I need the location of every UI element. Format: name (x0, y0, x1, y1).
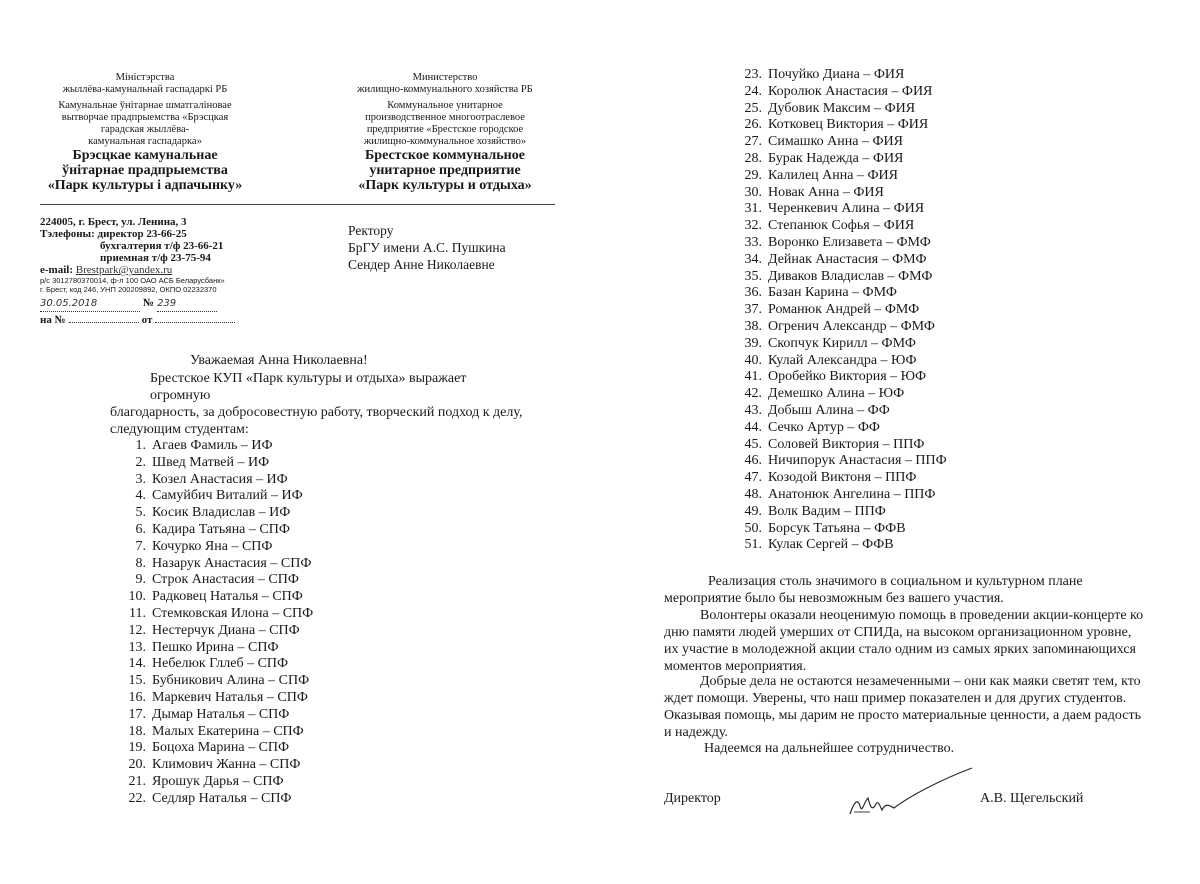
student-name: Диваков Владислав – ФМФ (768, 268, 933, 284)
student-number: 16. (128, 689, 146, 705)
student-number: 38. (744, 318, 762, 334)
student-number: 41. (744, 369, 762, 385)
student-number: 39. (744, 335, 762, 351)
student-row (118, 522, 313, 539)
ministry-be-2: жыллёва-камунальнай гаспадаркі РБ (62, 84, 228, 95)
student-row (742, 151, 947, 168)
student-row (118, 774, 313, 791)
student-name: Небелюк Гллеб – СПФ (152, 656, 289, 672)
student-row (118, 472, 313, 489)
student-row (118, 539, 313, 556)
student-name: Кадира Татьяна – СПФ (152, 521, 290, 537)
student-name: Ярошук Дарья – СПФ (152, 773, 284, 789)
name-be-1: Брэсцкае камунальнае (72, 148, 218, 163)
student-number: 35. (744, 268, 762, 284)
student-row (742, 319, 947, 336)
student-number: 48. (744, 486, 762, 502)
student-name: Дымар Наталья – СПФ (152, 706, 290, 722)
name-be-3: «Парк культуры і адпачынку» (47, 178, 243, 193)
student-number: 2. (135, 454, 146, 470)
student-row (118, 757, 313, 774)
student-number: 49. (744, 503, 762, 519)
student-number: 19. (128, 740, 146, 756)
student-number: 30. (744, 184, 762, 200)
student-name: Симашко Анна – ФИЯ (768, 134, 903, 150)
closing-paragraph-3: Добрые дела не остаются незамеченными – они как маяки светят тем, кто ждет помощи. Уверены, что наш пример показателен и для других студентов. Оказывая помощь, мы дарим не просто материальные ценности, а даем радость и надежду. (664, 674, 1141, 740)
student-number: 14. (128, 656, 146, 672)
student-name: Кулай Александра – ЮФ (768, 352, 917, 368)
student-row (742, 252, 947, 269)
name-ru-3: «Парк культуры и отдыха» (358, 178, 532, 193)
bank-details-2: г. Брест, код 246, УНП 200209892, ОКПО 02232370 (40, 285, 217, 294)
address-line: 224005, г. Брест, ул. Ленина, 3 (40, 216, 187, 228)
student-row (742, 269, 947, 286)
student-list-left (118, 438, 313, 808)
student-name: Огренич Александр – ФМФ (768, 318, 935, 334)
student-number: 28. (744, 150, 762, 166)
student-name: Климович Жанна – СПФ (152, 757, 301, 773)
closing-paragraph-1: Реализация столь значимого в социальном и культурном плане мероприятие было бы невозможным без вашего участия. (664, 574, 1083, 606)
student-row (118, 505, 313, 522)
student-number: 34. (744, 251, 762, 267)
student-row (118, 640, 313, 657)
number-label: № (143, 297, 155, 309)
org-ru-4: жилищно-коммунальное хозяйство» (363, 136, 527, 147)
student-number: 36. (744, 285, 762, 301)
letterhead-belarusian (20, 72, 270, 193)
student-name: Демешко Алина – ЮФ (768, 386, 905, 402)
closing-paragraph-4: Надеемся на дальнейшее сотрудничество. (704, 741, 955, 756)
student-name: Маркевич Наталья – СПФ (152, 689, 308, 705)
student-number: 22. (128, 790, 146, 806)
student-number: 23. (744, 67, 762, 82)
student-number: 8. (135, 555, 146, 571)
student-row (742, 403, 947, 420)
student-name: Стемковская Илона – СПФ (152, 605, 314, 621)
closing-paragraph-2: Волонтеры оказали неоценимую помощь в проведении акции-концерте ко дню памяти людей умерших от СПИДа, на высоком организационном уровне, их участие в молодежной акции стало одним из самых ярких запоминающихся моментов мероприятия. (664, 608, 1144, 674)
bank-details-1: р/с 3012780370014, ф-л 100 ОАО АСБ Беларусбанк» (40, 276, 225, 285)
student-row (742, 521, 947, 538)
student-name: Косик Владислав – ИФ (152, 505, 291, 521)
student-name: Почуйко Диана – ФИЯ (768, 67, 905, 82)
student-row (742, 185, 947, 202)
student-number: 29. (744, 167, 762, 183)
email-label: e-mail: (40, 264, 73, 276)
org-ru-1: Коммунальное унитарное (387, 100, 503, 111)
student-row (118, 724, 313, 741)
student-row (118, 589, 313, 606)
student-name: Волк Вадим – ППФ (768, 503, 886, 519)
student-number: 21. (128, 773, 146, 789)
student-number: 43. (744, 402, 762, 418)
student-name: Боцоха Марина – СПФ (152, 740, 290, 756)
student-row (742, 84, 947, 101)
student-number: 27. (744, 134, 762, 150)
org-be-1: Камунальнае ўнітарнае шматгаліновае (58, 100, 232, 111)
student-number: 37. (744, 302, 762, 318)
student-name: Борсук Татьяна – ФФВ (768, 520, 906, 536)
student-row (118, 438, 313, 455)
student-name: Ничипорук Анастасия – ППФ (768, 453, 947, 469)
student-row (742, 285, 947, 302)
student-name: Кулак Сергей – ФФВ (768, 537, 894, 553)
student-name: Самуйбич Виталий – ИФ (152, 488, 303, 504)
student-row (118, 623, 313, 640)
student-number: 7. (135, 538, 146, 554)
student-number: 26. (744, 117, 762, 133)
student-row (118, 791, 313, 808)
student-name: Романюк Андрей – ФМФ (768, 302, 920, 318)
recipient-line-2: БрГУ имени А.С. Пушкина (348, 240, 506, 255)
student-name: Сечко Артур – ФФ (768, 419, 880, 435)
student-number: 51. (744, 537, 762, 553)
student-row (118, 606, 313, 623)
outgoing-date: 30.05.2018 (40, 297, 140, 312)
student-number: 1. (135, 438, 146, 453)
name-ru-2: унитарное предприятие (369, 163, 521, 178)
student-row (742, 369, 947, 386)
signatory-name: А.В. Щегельский (980, 791, 1084, 806)
student-name: Козел Анастасия – ИФ (152, 471, 288, 487)
student-name: Дубовик Максим – ФИЯ (768, 100, 916, 116)
student-name: Нестерчук Диана – СПФ (152, 622, 300, 638)
student-row (118, 690, 313, 707)
student-number: 46. (744, 453, 762, 469)
student-row (742, 386, 947, 403)
student-name: Королюк Анастасия – ФИЯ (768, 83, 933, 99)
student-row (742, 201, 947, 218)
student-name: Степанюк Софья – ФИЯ (768, 218, 915, 234)
student-list-right (742, 67, 947, 554)
student-name: Новак Анна – ФИЯ (768, 184, 884, 200)
student-number: 20. (128, 757, 146, 773)
recipient-line-1: Ректору (348, 223, 394, 238)
signatory-title: Директор (664, 791, 721, 806)
recipient-block (348, 222, 578, 273)
ref-from-label: от (141, 314, 153, 326)
student-name: Соловей Виктория – ППФ (768, 436, 925, 452)
org-be-2: вытворчае прадпрыемства «Брэсцкая (61, 112, 229, 123)
org-ru-3: предприятие «Брестское городское (366, 124, 524, 135)
org-be-4: камунальная гаспадарка» (88, 136, 202, 147)
greeting: Уважаемая Анна Николаевна! (190, 353, 368, 368)
student-row (118, 707, 313, 724)
student-row (742, 235, 947, 252)
student-number: 47. (744, 470, 762, 486)
student-number: 10. (128, 589, 146, 605)
phone-accounting: бухгалтерия т/ф 23-66-21 (100, 240, 224, 252)
ref-number-field (69, 322, 139, 323)
student-number: 25. (744, 100, 762, 116)
student-row (742, 67, 947, 84)
student-number: 13. (128, 639, 146, 655)
student-name: Швед Матвей – ИФ (152, 454, 270, 470)
ref-number-label: на № (40, 314, 66, 326)
org-ru-2: производственное многоотраслевое (365, 112, 525, 123)
student-number: 42. (744, 386, 762, 402)
student-name: Анатонюк Ангелина – ППФ (768, 486, 936, 502)
student-name: Воронко Елизавета – ФМФ (768, 234, 931, 250)
student-row (118, 740, 313, 757)
student-name: Котковец Виктория – ФИЯ (768, 117, 929, 133)
student-name: Бурак Надежда – ФИЯ (768, 150, 904, 166)
student-number: 11. (129, 605, 146, 621)
student-row (742, 134, 947, 151)
address-block (40, 216, 290, 326)
student-name: Козодой Виктоня – ППФ (768, 470, 917, 486)
student-row (742, 470, 947, 487)
student-name: Оробейко Виктория – ЮФ (768, 369, 927, 385)
student-name: Калилец Анна – ФИЯ (768, 167, 898, 183)
student-number: 24. (744, 83, 762, 99)
name-ru-1: Брестское коммунальное (365, 148, 525, 163)
student-row (118, 656, 313, 673)
student-number: 18. (128, 723, 146, 739)
student-row (742, 218, 947, 235)
student-number: 40. (744, 352, 762, 368)
recipient-line-3: Сендер Анне Николаевне (348, 257, 495, 272)
student-row (742, 537, 947, 554)
student-number: 31. (744, 201, 762, 217)
student-name: Агаев Фамиль – ИФ (152, 438, 273, 453)
student-number: 6. (135, 521, 146, 537)
student-number: 44. (744, 419, 762, 435)
student-row (742, 353, 947, 370)
student-row (742, 117, 947, 134)
student-name: Черенкевич Алина – ФИЯ (768, 201, 925, 217)
outgoing-number: 239 (157, 297, 217, 312)
student-row (742, 101, 947, 118)
student-number: 33. (744, 234, 762, 250)
student-row (118, 455, 313, 472)
student-number: 9. (135, 572, 146, 588)
student-row (742, 504, 947, 521)
student-name: Базан Карина – ФМФ (768, 285, 897, 301)
intro-paragraph: Брестское КУП «Парк культуры и отдыха» выражает огромную благодарность, за добросовестную работу, творческий подход к делу, следующим студентам: (110, 371, 523, 437)
student-number: 4. (135, 488, 146, 504)
student-name: Назарук Анастасия – СПФ (152, 555, 312, 571)
student-name: Седляр Наталья – СПФ (152, 790, 292, 806)
student-row (742, 487, 947, 504)
student-row (742, 453, 947, 470)
student-number: 5. (135, 505, 146, 521)
student-row (118, 572, 313, 589)
handwritten-signature (840, 762, 980, 822)
student-row (742, 420, 947, 437)
student-row (742, 302, 947, 319)
ministry-be-1: Міністэрства (115, 72, 175, 83)
student-name: Строк Анастасия – СПФ (152, 572, 299, 588)
student-number: 3. (135, 471, 146, 487)
student-row (118, 673, 313, 690)
phone-reception: приемная т/ф 23-75-94 (100, 252, 211, 264)
student-number: 32. (744, 218, 762, 234)
student-number: 15. (128, 673, 146, 689)
letterhead-russian (320, 72, 570, 193)
student-name: Скопчук Кирилл – ФМФ (768, 335, 916, 351)
student-row (118, 556, 313, 573)
student-row (742, 336, 947, 353)
org-be-3: гарадская жыллёва- (100, 124, 190, 135)
student-number: 17. (128, 706, 146, 722)
name-be-2: ўнітарнае прадпрыемства (62, 163, 228, 178)
student-name: Радковец Наталья – СПФ (152, 589, 303, 605)
student-name: Бубникович Алина – СПФ (152, 673, 310, 689)
student-number: 12. (128, 622, 146, 638)
letterhead-divider (40, 204, 555, 205)
student-name: Кочурко Яна – СПФ (152, 538, 273, 554)
student-name: Дейнак Анастасия – ФМФ (768, 251, 927, 267)
student-number: 45. (744, 436, 762, 452)
ministry-ru-2: жилищно-коммунального хозяйства РБ (357, 84, 533, 95)
ref-date-field (155, 322, 235, 323)
student-number: 50. (744, 520, 762, 536)
student-name: Добыш Алина – ФФ (768, 402, 890, 418)
student-row (742, 168, 947, 185)
ministry-ru-1: Министерство (412, 72, 478, 83)
student-name: Малых Екатерина – СПФ (152, 723, 304, 739)
student-name: Пешко Ирина – СПФ (152, 639, 279, 655)
email-link[interactable]: Brestpark@yandex.ru (75, 264, 173, 276)
phone-director: Тэлефоны: директор 23-66-25 (40, 228, 187, 240)
student-row (742, 437, 947, 454)
student-row (118, 488, 313, 505)
